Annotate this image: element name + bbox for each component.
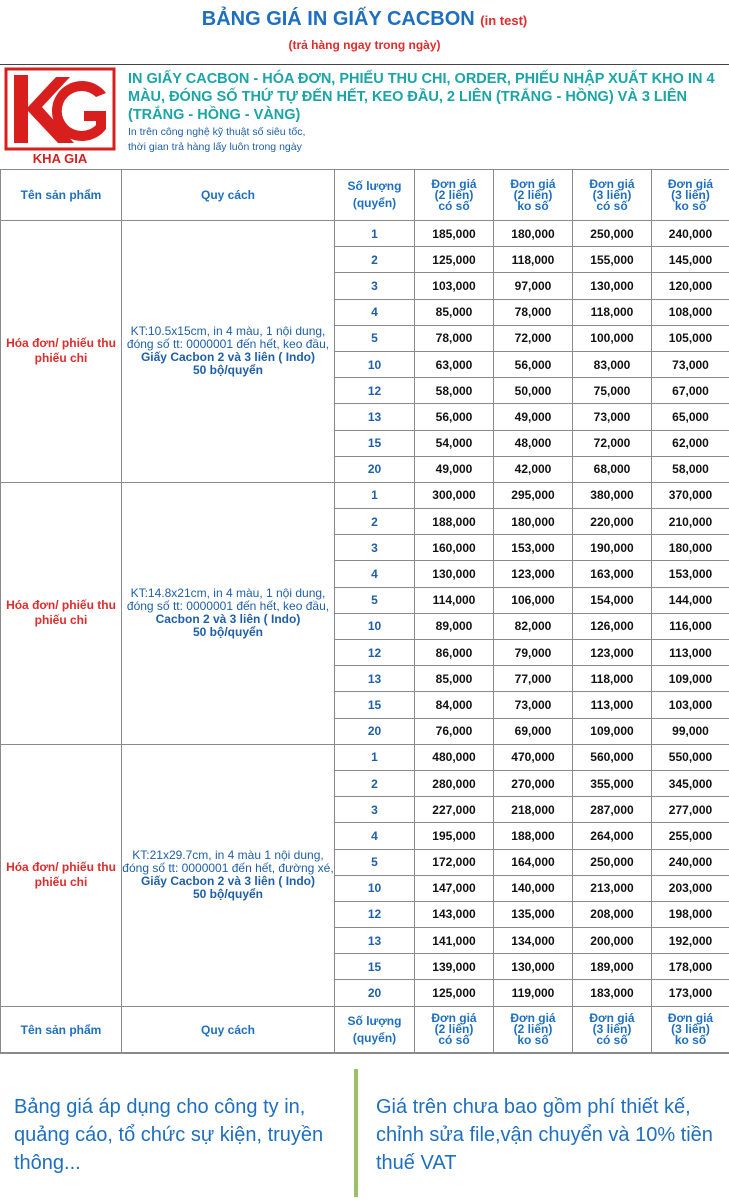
- quantity-cell: 3: [335, 797, 415, 823]
- price-cell: 84,000: [415, 692, 494, 718]
- quantity-cell: 5: [335, 849, 415, 875]
- quantity-cell: 15: [335, 954, 415, 980]
- price-cell: 99,000: [652, 718, 729, 744]
- price-cell: 79,000: [494, 640, 573, 666]
- header-quantity: Số lượng (quyển): [335, 1006, 415, 1053]
- price-cell: 164,000: [494, 849, 573, 875]
- header-price-p1: Đơn giá (2 liên) có số: [415, 170, 494, 221]
- price-cell: 48,000: [494, 430, 573, 456]
- price-cell: 240,000: [652, 849, 729, 875]
- price-cell: 85,000: [415, 299, 494, 325]
- quantity-cell: 1: [335, 744, 415, 770]
- header-price-p4: Đơn giá (3 liên) ko số: [652, 170, 729, 221]
- price-cell: 63,000: [415, 351, 494, 377]
- price-cell: 220,000: [573, 509, 652, 535]
- product-spec: KT:10.5x15cm, in 4 màu, 1 nội dung, đóng số tt: 0000001 đến hết, keo đầu, Giấy Cacbon 2 và 3 liên ( Indo) 50 bộ/quyển: [122, 221, 335, 483]
- price-cell: 147,000: [415, 875, 494, 901]
- price-cell: 85,000: [415, 666, 494, 692]
- quantity-cell: 2: [335, 247, 415, 273]
- price-cell: 120,000: [652, 273, 729, 299]
- price-cell: 300,000: [415, 482, 494, 508]
- quantity-cell: 2: [335, 770, 415, 796]
- price-cell: 153,000: [652, 561, 729, 587]
- page-title: [0, 8, 729, 31]
- table-row: [1, 744, 729, 770]
- price-cell: 118,000: [573, 666, 652, 692]
- price-cell: 97,000: [494, 273, 573, 299]
- price-cell: 82,000: [494, 613, 573, 639]
- price-cell: 114,000: [415, 587, 494, 613]
- price-cell: 188,000: [494, 823, 573, 849]
- price-cell: 73,000: [573, 404, 652, 430]
- price-cell: 370,000: [652, 482, 729, 508]
- price-cell: 56,000: [494, 351, 573, 377]
- quantity-cell: 5: [335, 325, 415, 351]
- quantity-cell: 1: [335, 221, 415, 247]
- product-name: Hóa đơn/ phiếu thu phiếu chi: [1, 221, 122, 483]
- header-spec: Quy cách: [122, 170, 335, 221]
- price-cell: 86,000: [415, 640, 494, 666]
- price-cell: 160,000: [415, 535, 494, 561]
- quantity-cell: 4: [335, 299, 415, 325]
- price-cell: 123,000: [573, 640, 652, 666]
- price-cell: 183,000: [573, 980, 652, 1006]
- price-cell: 143,000: [415, 901, 494, 927]
- intro-sub-2: thời gian trả hàng lấy luôn trong ngày: [128, 141, 724, 154]
- footer-note-right: Giá trên chưa bao gồm phí thiết kế, chỉnh sửa file,vận chuyển và 10% tiền thuế VAT: [376, 1093, 726, 1177]
- price-cell: 109,000: [573, 718, 652, 744]
- header-product: Tên sản phẩm: [1, 1006, 122, 1053]
- price-cell: 65,000: [652, 404, 729, 430]
- quantity-cell: 4: [335, 823, 415, 849]
- header-price-p3: Đơn giá (3 liên) có số: [573, 170, 652, 221]
- header-quantity: Số lượng (quyển): [335, 170, 415, 221]
- quantity-cell: 4: [335, 561, 415, 587]
- price-cell: 153,000: [494, 535, 573, 561]
- price-cell: 77,000: [494, 666, 573, 692]
- price-cell: 49,000: [415, 456, 494, 482]
- quantity-cell: 3: [335, 535, 415, 561]
- price-cell: 69,000: [494, 718, 573, 744]
- quantity-cell: 12: [335, 640, 415, 666]
- intro-main: IN GIẤY CACBON - HÓA ĐƠN, PHIẾU THU CHI, ORDER, PHIẾU NHẬP XUẤT KHO IN 4 MÀU, ĐÓNG SỐ THỨ TỰ ĐẾN HẾT, KEO ĐẦU, 2 LIÊN (TRẮNG - HỒNG) VÀ 3 LIÊN (TRẮNG - HỒNG - VÀNG): [128, 70, 724, 124]
- quantity-cell: 15: [335, 692, 415, 718]
- quantity-cell: 20: [335, 456, 415, 482]
- price-cell: 277,000: [652, 797, 729, 823]
- price-cell: 113,000: [652, 640, 729, 666]
- price-cell: 140,000: [494, 875, 573, 901]
- price-cell: 264,000: [573, 823, 652, 849]
- price-cell: 130,000: [494, 954, 573, 980]
- price-cell: 203,000: [652, 875, 729, 901]
- price-cell: 227,000: [415, 797, 494, 823]
- footer: [0, 1052, 729, 1201]
- product-name: Hóa đơn/ phiếu thu phiếu chi: [1, 482, 122, 744]
- quantity-cell: 15: [335, 430, 415, 456]
- price-cell: 106,000: [494, 587, 573, 613]
- price-cell: 130,000: [573, 273, 652, 299]
- header-price-p3: Đơn giá (3 liên) có số: [573, 1006, 652, 1053]
- price-cell: 144,000: [652, 587, 729, 613]
- price-cell: 118,000: [573, 299, 652, 325]
- price-cell: 139,000: [415, 954, 494, 980]
- price-cell: 189,000: [573, 954, 652, 980]
- price-cell: 73,000: [494, 692, 573, 718]
- price-cell: 49,000: [494, 404, 573, 430]
- price-cell: 208,000: [573, 901, 652, 927]
- quantity-cell: 13: [335, 404, 415, 430]
- kha-gia-logo-icon: [4, 67, 116, 167]
- quantity-cell: 2: [335, 509, 415, 535]
- intro-sub-1: In trên công nghệ kỹ thuật số siêu tốc,: [128, 126, 724, 139]
- table-header-row: [1, 1006, 729, 1053]
- quantity-cell: 12: [335, 378, 415, 404]
- logo-text: KHA GIA: [33, 151, 88, 166]
- price-cell: 118,000: [494, 247, 573, 273]
- price-cell: 108,000: [652, 299, 729, 325]
- price-cell: 56,000: [415, 404, 494, 430]
- header-price-p2: Đơn giá (2 liên) ko số: [494, 1006, 573, 1053]
- intro-text: [128, 70, 724, 154]
- price-cell: 119,000: [494, 980, 573, 1006]
- price-cell: 240,000: [652, 221, 729, 247]
- price-cell: 134,000: [494, 928, 573, 954]
- price-cell: 58,000: [415, 378, 494, 404]
- price-cell: 345,000: [652, 770, 729, 796]
- price-cell: 103,000: [415, 273, 494, 299]
- title-note: (in test): [480, 13, 527, 28]
- price-cell: 213,000: [573, 875, 652, 901]
- price-cell: 75,000: [573, 378, 652, 404]
- product-spec: KT:14.8x21cm, in 4 màu, 1 nội dung, đóng số tt: 0000001 đến hết, keo đầu, Cacbon 2 và 3 liên ( Indo) 50 bộ/quyển: [122, 482, 335, 744]
- price-cell: 72,000: [494, 325, 573, 351]
- quantity-cell: 3: [335, 273, 415, 299]
- price-cell: 105,000: [652, 325, 729, 351]
- price-cell: 198,000: [652, 901, 729, 927]
- price-cell: 130,000: [415, 561, 494, 587]
- price-cell: 58,000: [652, 456, 729, 482]
- price-cell: 200,000: [573, 928, 652, 954]
- quantity-cell: 10: [335, 613, 415, 639]
- price-cell: 480,000: [415, 744, 494, 770]
- price-cell: 255,000: [652, 823, 729, 849]
- price-cell: 380,000: [573, 482, 652, 508]
- price-cell: 190,000: [573, 535, 652, 561]
- product-name: Hóa đơn/ phiếu thu phiếu chi: [1, 744, 122, 1006]
- price-table: [0, 169, 729, 1054]
- price-cell: 280,000: [415, 770, 494, 796]
- price-cell: 560,000: [573, 744, 652, 770]
- price-cell: 155,000: [573, 247, 652, 273]
- price-cell: 172,000: [415, 849, 494, 875]
- quantity-cell: 13: [335, 666, 415, 692]
- price-cell: 250,000: [573, 221, 652, 247]
- price-cell: 355,000: [573, 770, 652, 796]
- product-spec: KT:21x29.7cm, in 4 màu 1 nội dung, đóng số tt: 0000001 đến hết, đường xé, Giấy Cacbon 2 và 3 liên ( Indo) 50 bộ/quyển: [122, 744, 335, 1006]
- price-cell: 145,000: [652, 247, 729, 273]
- price-cell: 72,000: [573, 430, 652, 456]
- price-cell: 125,000: [415, 980, 494, 1006]
- quantity-cell: 12: [335, 901, 415, 927]
- price-cell: 270,000: [494, 770, 573, 796]
- quantity-cell: 13: [335, 928, 415, 954]
- price-cell: 550,000: [652, 744, 729, 770]
- price-cell: 50,000: [494, 378, 573, 404]
- price-cell: 192,000: [652, 928, 729, 954]
- header-product: Tên sản phẩm: [1, 170, 122, 221]
- price-cell: 100,000: [573, 325, 652, 351]
- price-cell: 295,000: [494, 482, 573, 508]
- quantity-cell: 20: [335, 718, 415, 744]
- price-cell: 218,000: [494, 797, 573, 823]
- price-cell: 116,000: [652, 613, 729, 639]
- price-cell: 78,000: [494, 299, 573, 325]
- price-cell: 73,000: [652, 351, 729, 377]
- price-cell: 126,000: [573, 613, 652, 639]
- price-cell: 163,000: [573, 561, 652, 587]
- price-cell: 141,000: [415, 928, 494, 954]
- price-cell: 154,000: [573, 587, 652, 613]
- quantity-cell: 20: [335, 980, 415, 1006]
- price-cell: 83,000: [573, 351, 652, 377]
- price-cell: 76,000: [415, 718, 494, 744]
- price-cell: 287,000: [573, 797, 652, 823]
- price-cell: 78,000: [415, 325, 494, 351]
- quantity-cell: 10: [335, 351, 415, 377]
- price-cell: 180,000: [494, 221, 573, 247]
- price-cell: 185,000: [415, 221, 494, 247]
- quantity-cell: 5: [335, 587, 415, 613]
- price-cell: 62,000: [652, 430, 729, 456]
- intro-header: [0, 64, 729, 170]
- price-cell: 89,000: [415, 613, 494, 639]
- price-cell: 178,000: [652, 954, 729, 980]
- table-header-row: [1, 170, 729, 221]
- price-cell: 125,000: [415, 247, 494, 273]
- price-cell: 113,000: [573, 692, 652, 718]
- header-price-p1: Đơn giá (2 liên) có số: [415, 1006, 494, 1053]
- price-cell: 123,000: [494, 561, 573, 587]
- price-cell: 103,000: [652, 692, 729, 718]
- price-cell: 68,000: [573, 456, 652, 482]
- price-cell: 195,000: [415, 823, 494, 849]
- price-cell: 210,000: [652, 509, 729, 535]
- price-cell: 250,000: [573, 849, 652, 875]
- price-cell: 67,000: [652, 378, 729, 404]
- price-cell: 188,000: [415, 509, 494, 535]
- price-cell: 470,000: [494, 744, 573, 770]
- table-row: [1, 221, 729, 247]
- price-cell: 180,000: [652, 535, 729, 561]
- price-cell: 180,000: [494, 509, 573, 535]
- footer-note-left: Bảng giá áp dụng cho công ty in, quảng cáo, tổ chức sự kiện, truyền thông...: [14, 1093, 344, 1177]
- quantity-cell: 10: [335, 875, 415, 901]
- price-cell: 135,000: [494, 901, 573, 927]
- title-text: BẢNG GIÁ IN GIẤY CACBON: [202, 8, 475, 30]
- price-cell: 173,000: [652, 980, 729, 1006]
- footer-divider: [354, 1069, 358, 1197]
- header-price-p4: Đơn giá (3 liên) ko số: [652, 1006, 729, 1053]
- price-cell: 54,000: [415, 430, 494, 456]
- quantity-cell: 1: [335, 482, 415, 508]
- table-row: [1, 482, 729, 508]
- price-cell: 42,000: [494, 456, 573, 482]
- header-price-p2: Đơn giá (2 liên) ko số: [494, 170, 573, 221]
- page-subtitle: (trả hàng ngay trong ngày): [0, 38, 729, 52]
- price-cell: 109,000: [652, 666, 729, 692]
- header-spec: Quy cách: [122, 1006, 335, 1053]
